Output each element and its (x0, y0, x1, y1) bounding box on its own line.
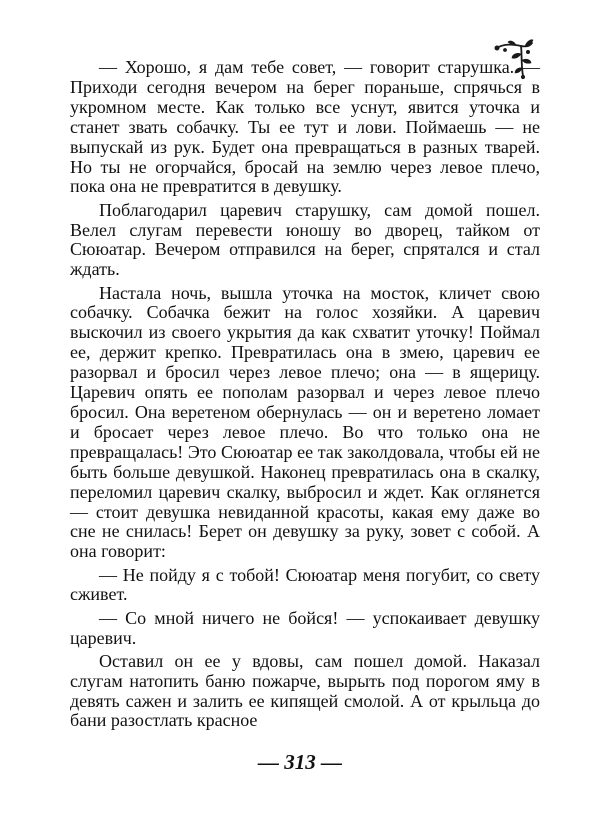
paragraph-preparations: Оставил он ее у вдовы, сам пошел домой. Наказал слугам натопить баню пожарче, вырыть под порогом яму в девять сажен и залить ее кипящей смолой. А от крыльца до бани разостлать красное (70, 650, 540, 731)
paragraph-advice: — Хорошо, я дам тебе совет, — говорит старушка. — Приходи сегодня вечером на берег пораньше, спрячься в укромном месте. Как только все уснут, явится уточка и станет звать собачку. Ты ее тут и лови. Поймаешь — не выпускай из рук. Будет она превращаться в разных тварей. Но ты не огорчайся, бросай на землю через левое плечо, пока она не превратится в девушку. (70, 57, 540, 197)
paragraph-night-transformations: Настала ночь, вышла уточка на мосток, кличет свою собачку. Собачка бежит на голос хозяйки. А царевич выскочил из своего укрытия да как схватит уточку! Поймал ее, держит крепко. Превратилась она в змею, царевич ее разорвал и бросил через левое плечо; она — в ящерицу. Царевич опять ее пополам разорвал и через левое плечо бросил. Она веретеном обернулась — он и веретено ломает и бросает через левое плечо. Во что только она не превращалась! Это Сююатар ее так заколдовала, чтобы ей не быть больше девушкой. Наконец превратилась она в скалку, переломил царевич скалку, выбросил и ждет. Как оглянется — стоит девушка невиданной красоты, какая ему даже во сне не снилась! Берет он девушку за руку, зовет с собой. А она говорит: (70, 282, 540, 562)
paragraph-thanks: Поблагодарил царевич старушку, сам домой пошел. Велел слугам перевести юношу во дворец, тайком от Сююатар. Вечером отправился на берег, спрятался и стал ждать. (70, 199, 540, 280)
paragraph-girl-reply: — Не пойду я с тобой! Сююатар меня погубит, со свету сживет. (70, 564, 540, 605)
paragraph-prince-reply: — Со мной ничего не бойся! — успокаивает девушку царевич. (70, 607, 540, 648)
story-text (70, 58, 540, 735)
page-number: — 313 — (258, 750, 342, 774)
